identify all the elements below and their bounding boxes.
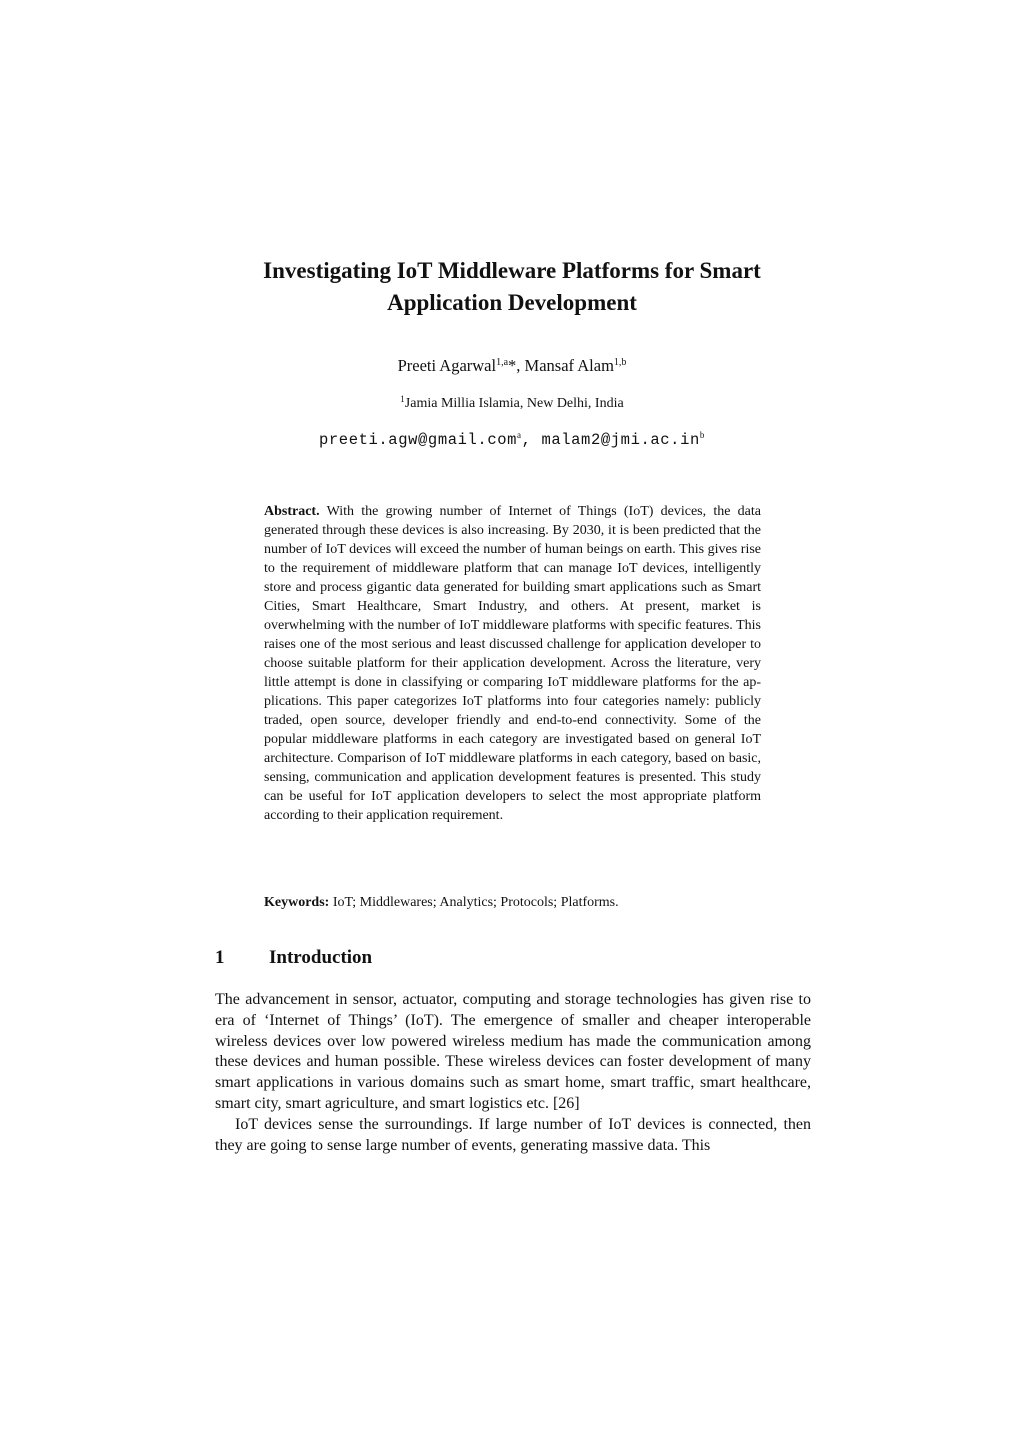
author-2-sup: 1,b bbox=[613, 357, 627, 368]
affiliation-text: Jamia Millia Islamia, New Delhi, India bbox=[404, 396, 624, 411]
affiliation bbox=[160, 394, 864, 414]
paper-title bbox=[160, 255, 864, 319]
affiliation-sup: 1 bbox=[400, 394, 405, 404]
author-1-mark: *, bbox=[508, 356, 525, 375]
title-line-1: Investigating IoT Middleware Platforms for Smart bbox=[263, 258, 761, 283]
intro-paragraph-1: The advancement in sensor, actuator, computing and storage technologies has given rise to era of ‘Internet of Things’ (IoT). The emergence of smaller and cheaper interoperable wireless devices over low powered wireless medium has made the communication among these devices and human possible. These wireless devices can foster development of many smart applications in various domains such as smart home, smart traffic, smart healthcare, smart city, smart agriculture, and smart logistics etc. [26] bbox=[215, 991, 811, 1112]
keywords-label: Keywords: bbox=[264, 895, 330, 910]
email-1: preeti.agw@gmail.com bbox=[319, 431, 518, 449]
abstract-text: With the growing number of Internet of Things (IoT) devices, the data generated through these devices is also increasing. By 2030, it is been predicted that the number of IoT devices will exceed the number of human beings on earth. This gives rise to the requirement of middleware platform that can manage IoT devices, intelligently store and process gigantic data generated for building smart applications such as Smart Cities, Smart Healthcare, Smart Industry, and others. At present, market is overwhelming with the number of IoT middleware platforms with specific features. This raises one of the most serious and least discussed challenge for application developer to choose suitable platform for their application development. Across the literature, very little attempt is done in classifying or comparing IoT middleware platforms for the applications. This paper categorizes IoT platforms into four categories namely: publicly traded, open source, developer friendly and end-to-end connectivity. Some of the popular middleware platforms in each category are investigated based on general IoT architecture. Comparison of IoT middleware platforms in each category, based on basic, sensing, communication and application development features is presented. This study can be useful for IoT application developers to select the most appropriate platform according to their application requirement. bbox=[264, 504, 761, 823]
author-emails bbox=[160, 428, 864, 452]
email-2: malam2@jmi.ac.in bbox=[541, 431, 700, 449]
intro-paragraph-2: IoT devices sense the surroundings. If large number of IoT devices is connected, then they are going to sense large number of events, generating massive data. This bbox=[215, 1115, 811, 1154]
keywords-text: IoT; Middlewares; Analytics; Protocols; Platforms. bbox=[332, 895, 619, 910]
keywords bbox=[264, 893, 761, 913]
email-2-sup: b bbox=[699, 430, 705, 440]
section-title: Introduction bbox=[269, 947, 373, 968]
author-1-name: Preeti Agarwal bbox=[397, 356, 497, 375]
abstract bbox=[264, 502, 761, 825]
author-1-sup: 1,a bbox=[496, 357, 509, 368]
title-line-2: Application Development bbox=[387, 290, 637, 315]
author-2-name: Mansaf Alam bbox=[524, 356, 614, 375]
section-heading-introduction bbox=[215, 944, 815, 972]
section-number: 1 bbox=[215, 947, 225, 968]
author-list bbox=[160, 354, 864, 378]
introduction-body bbox=[215, 990, 811, 1156]
abstract-label: Abstract. bbox=[264, 504, 320, 519]
email-separator: , bbox=[521, 431, 542, 449]
email-1-sup: a bbox=[517, 430, 522, 440]
